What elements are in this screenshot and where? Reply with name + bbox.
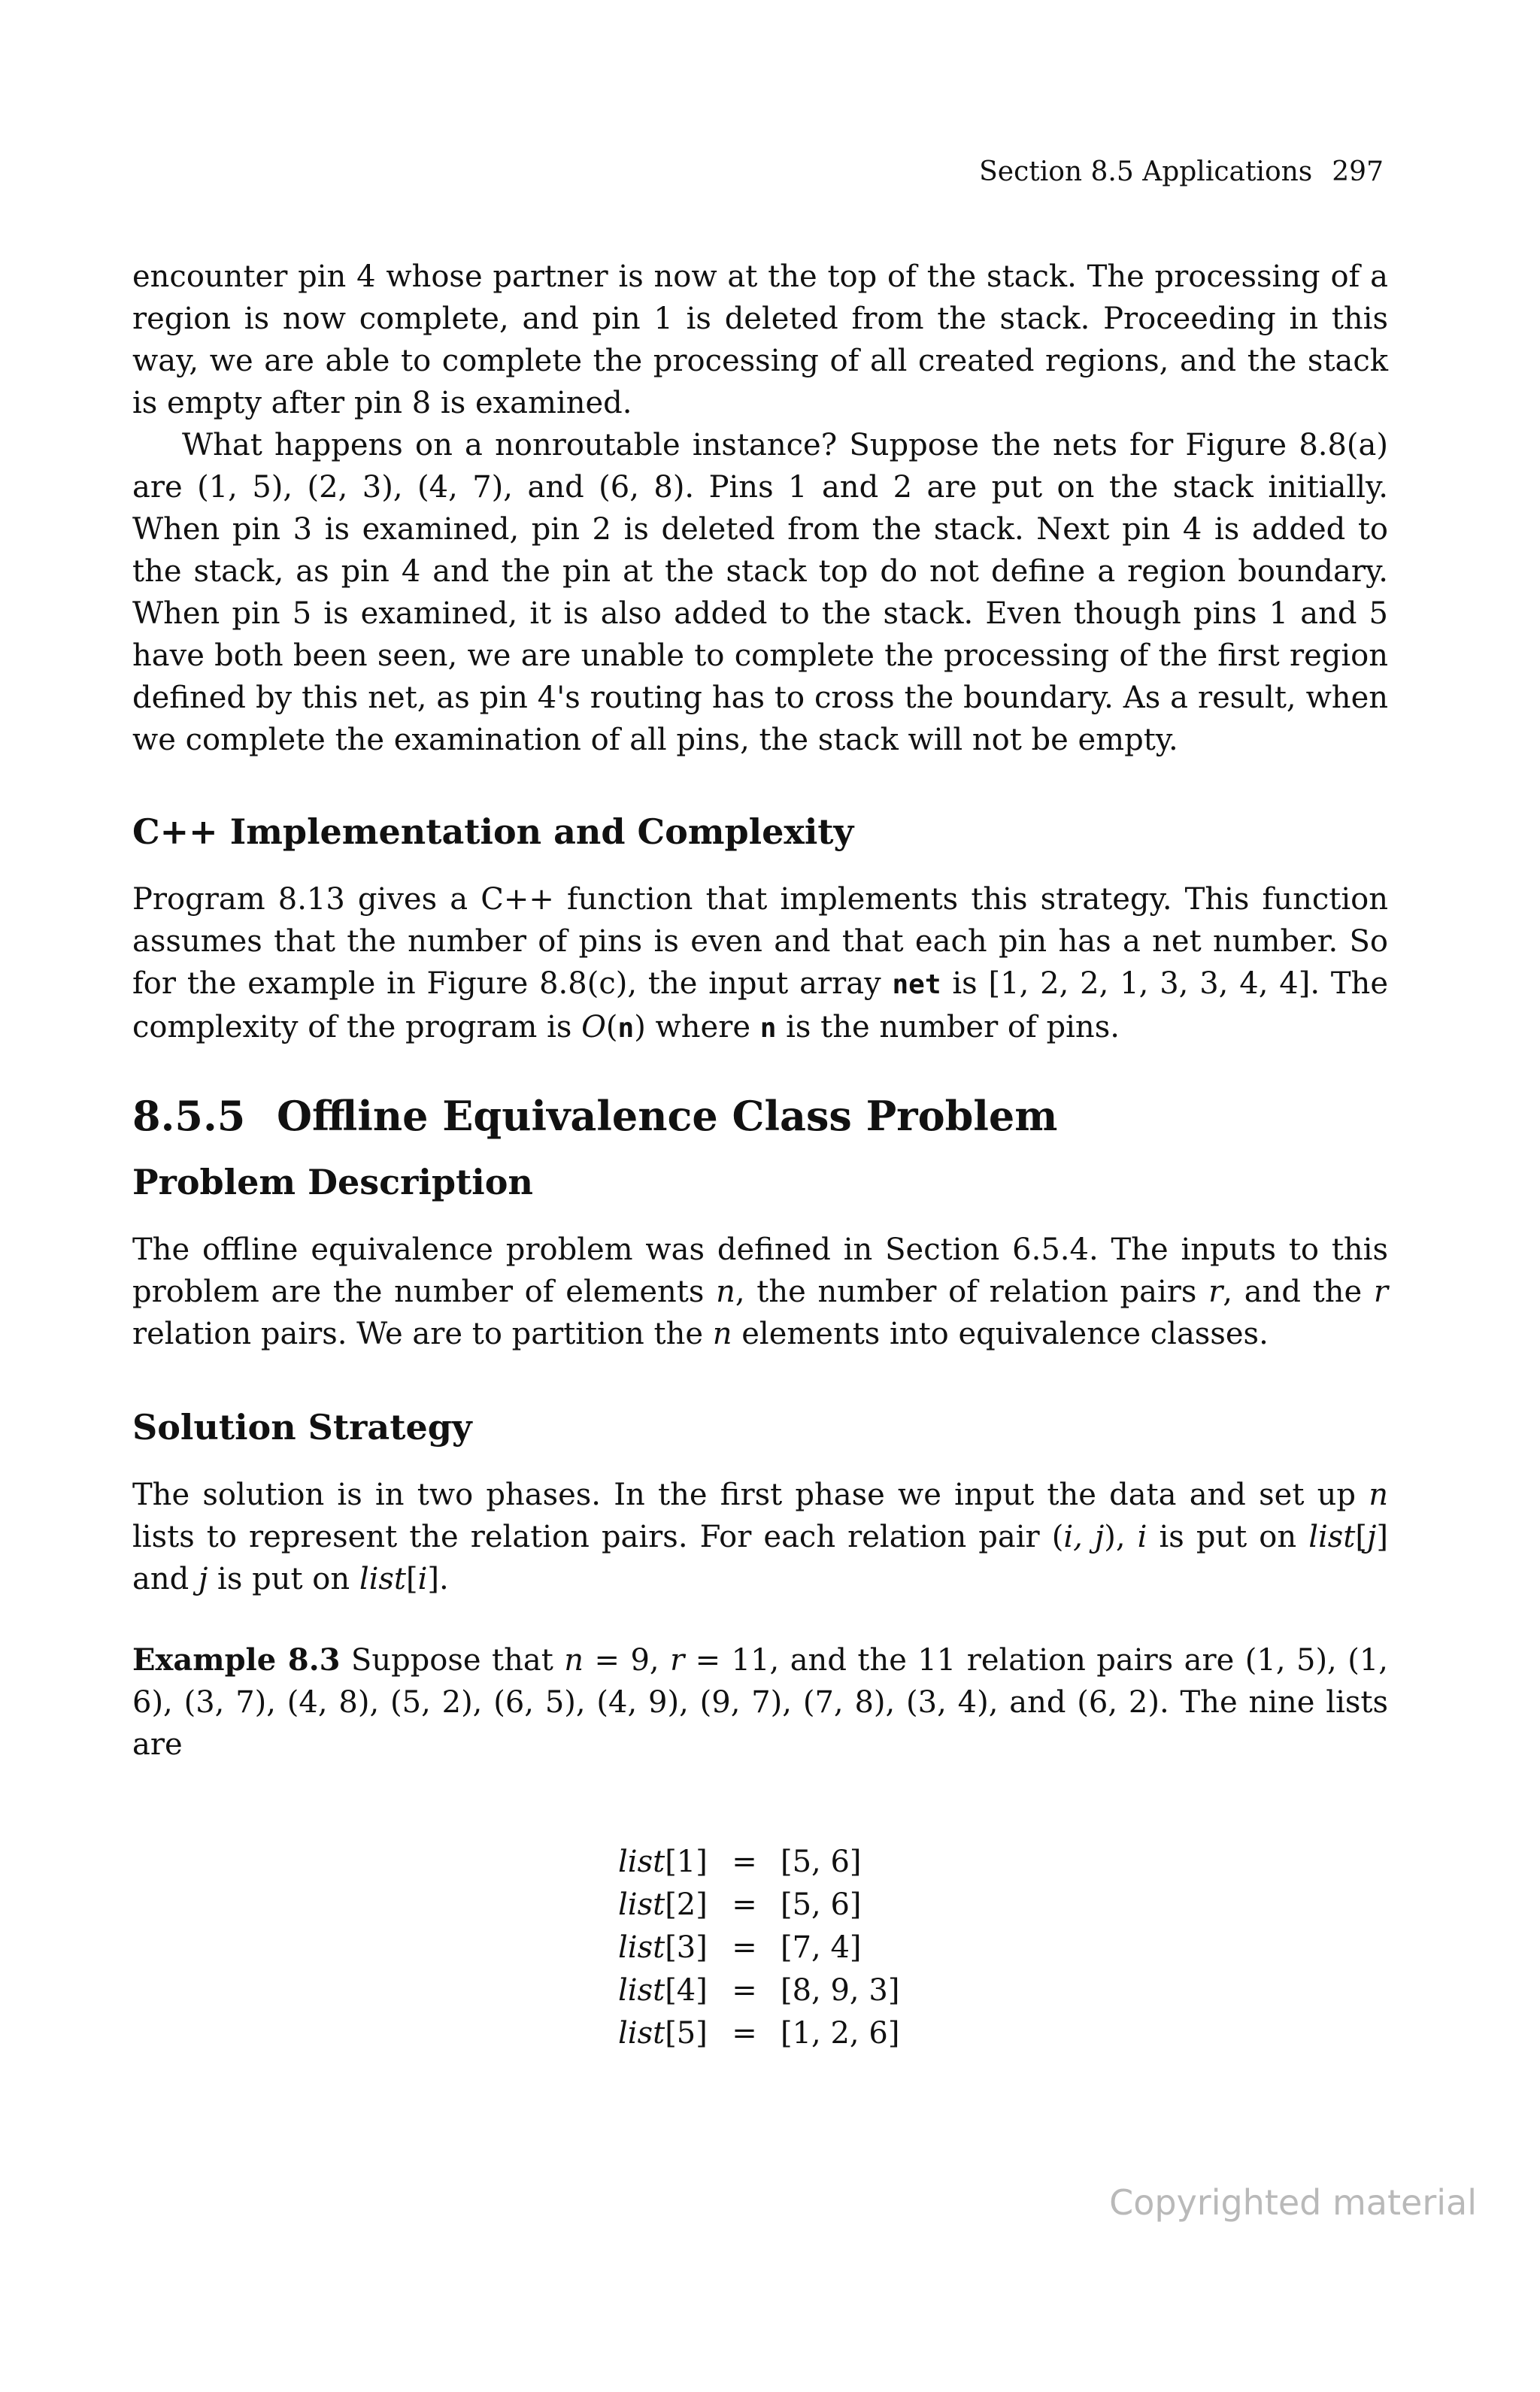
code-n: n (759, 1013, 777, 1044)
code-net: net (892, 969, 941, 1000)
heading-cpp-text: C++ Implementation and Complexity (132, 811, 854, 852)
list-name: list (618, 1887, 665, 1922)
list-index: [3] (665, 1930, 708, 1965)
equation-row (618, 1969, 946, 2012)
list-name: list (618, 1930, 665, 1965)
text-run: elements into equivalence classes. (732, 1317, 1269, 1351)
text-run: [ (1355, 1520, 1367, 1554)
copyright-watermark: Copyrighted material (1109, 2182, 1477, 2223)
text-run: ( (605, 1010, 618, 1044)
list-name: list (618, 2016, 665, 2051)
paragraph-problem-text (132, 1229, 1388, 1355)
text-run: relation pairs. We are to partition the (132, 1317, 713, 1351)
example-8-3 (132, 1639, 1388, 1766)
list-equations (618, 1841, 946, 2055)
text-run: is put on (1147, 1520, 1309, 1554)
running-head-section: Section 8.5 Applications (979, 156, 1313, 187)
text-run: , the number of relation pairs (735, 1275, 1209, 1309)
math-var: list (359, 1562, 406, 1596)
equation-lhs (618, 2012, 708, 2055)
math-var: n (712, 1317, 732, 1351)
math-var: j (198, 1562, 208, 1596)
equals-sign: = (732, 1973, 757, 2008)
text-run: = 9, (584, 1643, 671, 1678)
heading-solution-strategy (132, 1405, 1388, 1450)
running-head (132, 156, 1384, 187)
text-run: is the number of pins. (776, 1010, 1120, 1044)
section-heading-text (132, 1090, 1388, 1141)
equals-sign: = (732, 2016, 757, 2051)
text-run: is put on (208, 1562, 359, 1596)
equals-sign: = (732, 1887, 757, 1922)
math-var: j (1366, 1520, 1377, 1554)
text-run: , and the (1223, 1275, 1374, 1309)
list-name: list (618, 1973, 665, 2008)
equals-sign: = (732, 1845, 757, 1879)
text-run: [ (406, 1562, 418, 1596)
list-index: [2] (665, 1887, 708, 1922)
equation-lhs (618, 1969, 708, 2012)
text-run: The solution is in two phases. In the first phase we input the data and set up (132, 1478, 1369, 1512)
section-heading (132, 1090, 1388, 1141)
math-var: i, j (1063, 1520, 1105, 1554)
equation-row (618, 1927, 946, 1969)
paragraph-cpp-text (132, 878, 1388, 1050)
code-n: n (617, 1013, 635, 1044)
math-var: i (1137, 1520, 1147, 1554)
list-index: [1] (665, 1845, 708, 1879)
list-value: [8, 9, 3] (781, 1973, 900, 2008)
heading-cpp-implementation (132, 809, 1388, 854)
paragraph-nonroutable-text: What happens on a nonroutable instance? Suppose the nets for Figure 8.8(a) are (1, 5), (2, 3), (4, 7), and (6, 8). Pins 1 and 2 are put on the stack initially. When pin 3 is examined, pin 2 is deleted from the stack. Next pin 4 is added to the stack, as pin 4 and the pin at the stack top do not define a region boundary. When pin 5 is examined, it is also added to the stack. Even though pins 1 and 5 have both been seen, we are unable to complete the processing of the first region defined by this net, as pin 4's routing has to cross the boundary. As a result, when we complete the examination of all pins, the stack will not be empty. (132, 428, 1388, 757)
equation-lhs (618, 1884, 708, 1927)
equation-row (618, 2012, 946, 2055)
text-run: lists to represent the relation pairs. For each relation pair ( (132, 1520, 1064, 1554)
big-o: O (581, 1010, 606, 1044)
text-run: ] and (132, 1520, 1388, 1596)
list-value: [5, 6] (781, 1845, 862, 1879)
math-var: i (417, 1562, 428, 1596)
paragraph-continuation (132, 256, 1388, 424)
equation-lhs (618, 1841, 708, 1884)
math-var: r (670, 1643, 685, 1678)
text-run: Suppose that (340, 1643, 565, 1678)
section-title: Offline Equivalence Class Problem (277, 1092, 1058, 1140)
text-run: ), (1104, 1520, 1138, 1554)
example-text (132, 1639, 1388, 1766)
paragraph-nonroutable (132, 424, 1388, 761)
paragraph-continuation-text: encounter pin 4 whose partner is now at the top of the stack. The processing of a region is now complete, and pin 1 is deleted from the stack. Proceeding in this way, we are able to complete the processing of all created regions, and the stack is empty after pin 8 is examined. (132, 259, 1388, 420)
paragraph-cpp (132, 878, 1388, 1050)
math-var: n (1369, 1478, 1388, 1512)
equals-sign: = (732, 1930, 757, 1965)
text-run: The offline equivalence problem was defined in Section 6.5.4. The inputs to this problem are the number of elements (132, 1232, 1388, 1309)
list-index: [4] (665, 1973, 708, 2008)
example-label: Example 8.3 (132, 1642, 341, 1678)
math-var: n (564, 1643, 584, 1678)
text-run: ]. (427, 1562, 449, 1596)
math-var: n (716, 1275, 735, 1309)
math-var: list (1308, 1520, 1356, 1554)
heading-problem-text: Problem Description (132, 1162, 533, 1202)
list-name: list (618, 1845, 665, 1879)
math-var: r (1373, 1275, 1388, 1309)
equation-row (618, 1841, 946, 1884)
text-run: ) where (634, 1010, 760, 1044)
paragraph-solution-text (132, 1474, 1388, 1600)
list-value: [1, 2, 6] (781, 2016, 900, 2051)
list-value: [5, 6] (781, 1887, 862, 1922)
paragraph-problem (132, 1229, 1388, 1355)
page-number: 297 (1332, 156, 1384, 187)
section-number: 8.5.5 (132, 1092, 246, 1140)
math-var: r (1208, 1275, 1223, 1309)
text-run: = 11, and the 11 relation pairs are (1, 5), (1, 6), (3, 7), (4, 8), (5, 2), (6, 5), (4, 9), (9, 7), (7, 8), (3, 4), and (6, 2). The nine lists are (132, 1643, 1388, 1762)
text-run: Program 8.13 gives a C++ function that implements this strategy. This function assumes that the number of pins is even and that each pin has a net number. So for the example in Figure 8.8(c), the input array (132, 882, 1388, 1001)
paragraph-solution (132, 1474, 1388, 1600)
text-run: is [1, 2, 2, 1, 3, 3, 4, 4]. The complexity of the program is (132, 966, 1388, 1044)
heading-solution-text: Solution Strategy (132, 1407, 472, 1448)
equation-lhs (618, 1927, 708, 1969)
heading-problem-description (132, 1160, 1388, 1205)
equation-row (618, 1884, 946, 1927)
list-index: [5] (665, 2016, 708, 2051)
list-value: [7, 4] (781, 1930, 862, 1965)
